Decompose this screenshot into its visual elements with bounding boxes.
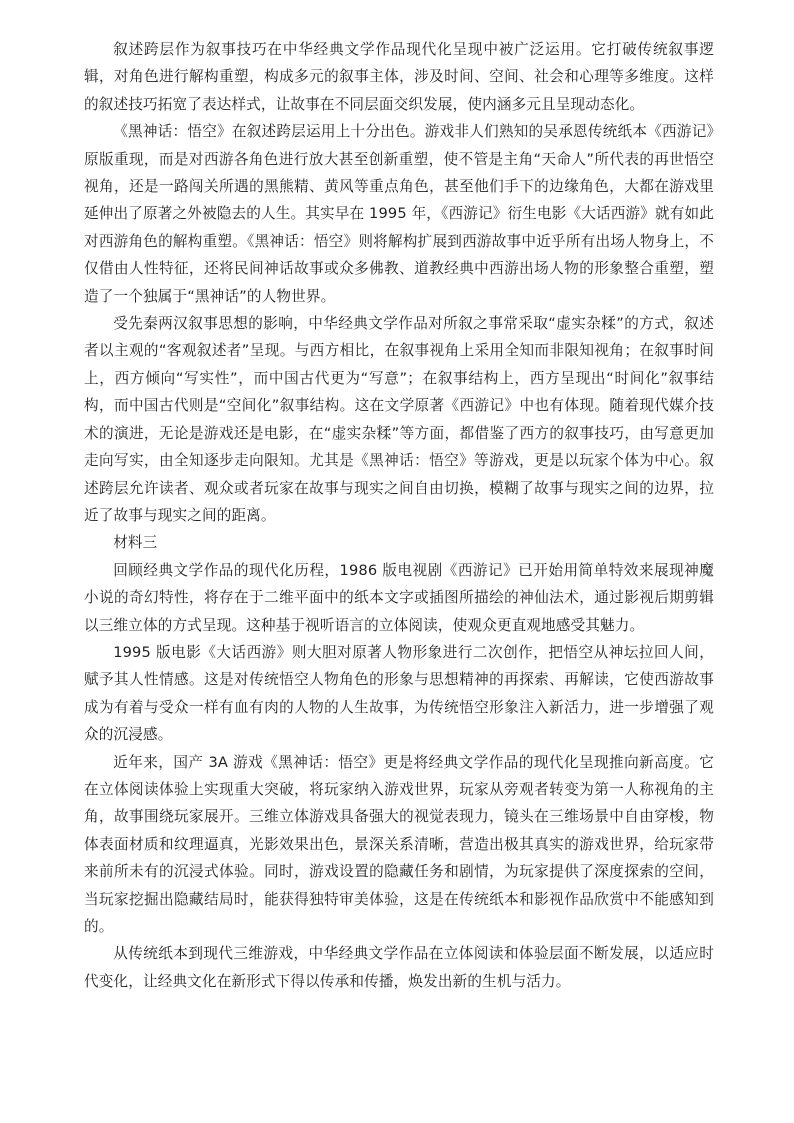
paragraph-black-myth-wukong: 《黑神话：悟空》在叙述跨层运用上十分出色。游戏非人们熟知的吴承恩传统纸本《西游记》原版重现，而是对西游各角色进行放大甚至创新重塑，使不管是主角“天命人”所代表的再世悟空视角，还是一路闯关所遇的黑熊精、黄风等重点角色，甚至他们手下的边缘角色，大都在游戏里延伸出了原著之外被隐去的人生。其实早在 1995 年，《西游记》衍生电影《大话西游》就有如此对西游角色的解构重塑。《黑神话：悟空》则将解构扩展到西游故事中近乎所有出场人物身上，不仅借由人性特征，还将民间神话故事或众多佛教、道教经典中西游出场人物的形象整合重塑，塑造了一个独属于“黑神话”的人物世界。: [84, 123, 714, 305]
paragraph-1986-tv-series: 回顾经典文学作品的现代化历程，1986 版电视剧《西游记》已开始用简单特效来展现神魔小说的奇幻特性，将存在于二维平面中的纸本文字或插图所描绘的神仙法术，通过影视后期剪辑以三维立体的方式呈现。这种基于视听语言的立体阅读，使观众更直观地感受其魅力。: [84, 561, 714, 634]
paragraph-3a-game: 近年来，国产 3A 游戏《黑神话：悟空》更是将经典文学作品的现代化呈现推向新高度。它在立体阅读体验上实现重大突破，将玩家纳入游戏世界，玩家从旁观者转变为第一人称视角的主角，故事围绕玩家展开。三维立体游戏具备强大的视觉表现力，镜头在三维场景中自由穿梭，物体表面材质和纹理逼真，光影效果出色，景深关系清晰，营造出极其真实的游戏世界，给玩家带来前所未有的沉浸式体验。同时，游戏设置的隐藏任务和剧情，为玩家提供了深度探索的空间，当玩家挖掘出隐藏结局时，能获得独特审美体验，这是在传统纸本和影视作品欣赏中不能感知到的。: [84, 753, 714, 935]
section-heading-material-three: 材料三: [113, 534, 158, 552]
paragraph-pre-qin-narrative: 受先秦两汉叙事思想的影响，中华经典文学作品对所叙之事常采取“虚实杂糅”的方式，叙述者以主观的“客观叙述者”呈现。与西方相比，在叙事视角上采用全知而非限知视角；在叙事时间上，西方倾向“写实性”，而中国古代更为“写意”；在叙事结构上，西方呈现出“时间化”叙事结构，而中国古代则是“空间化”叙事结构。这在文学原著《西游记》中也有体现。随着现代媒介技术的演进，无论是游戏还是电影，在“虚实杂糅”等方面，都借鉴了西方的叙事技巧，由写意更加走向写实，由全知逐步走向限知。尤其是《黑神话：悟空》等游戏，更是以玩家个体为中心。叙述跨层允许读者、观众或者玩家在故事与现实之间自由切换，模糊了故事与现实之间的边界，拉近了故事与现实之间的距离。: [84, 315, 714, 524]
document-body: [84, 36, 714, 995]
paragraph-conclusion: 从传统纸本到现代三维游戏，中华经典文学作品在立体阅读和体验层面不断发展，以适应时代变化，让经典文化在新形式下得以传承和传播，焕发出新的生机与活力。: [84, 945, 714, 990]
paragraph-narrative-crossing: 叙述跨层作为叙事技巧在中华经典文学作品现代化呈现中被广泛运用。它打破传统叙事逻辑，对角色进行解构重塑，构成多元的叙事主体，涉及时间、空间、社会和心理等多维度。这样的叙述技巧拓宽了表达样式，让故事在不同层面交织发展，使内涵多元且呈现动态化。: [84, 41, 714, 113]
paragraph-1995-film: 1995 版电影《大话西游》则大胆对原著人物形象进行二次创作，把悟空从神坛拉回人间，赋予其人性情感。这是对传统悟空人物角色的形象与思想精神的再探索、再解读，它使西游故事成为有着与受众一样有血有肉的人物的人生故事，为传统悟空形象注入新活力，进一步增强了观众的沉浸感。: [84, 643, 714, 744]
